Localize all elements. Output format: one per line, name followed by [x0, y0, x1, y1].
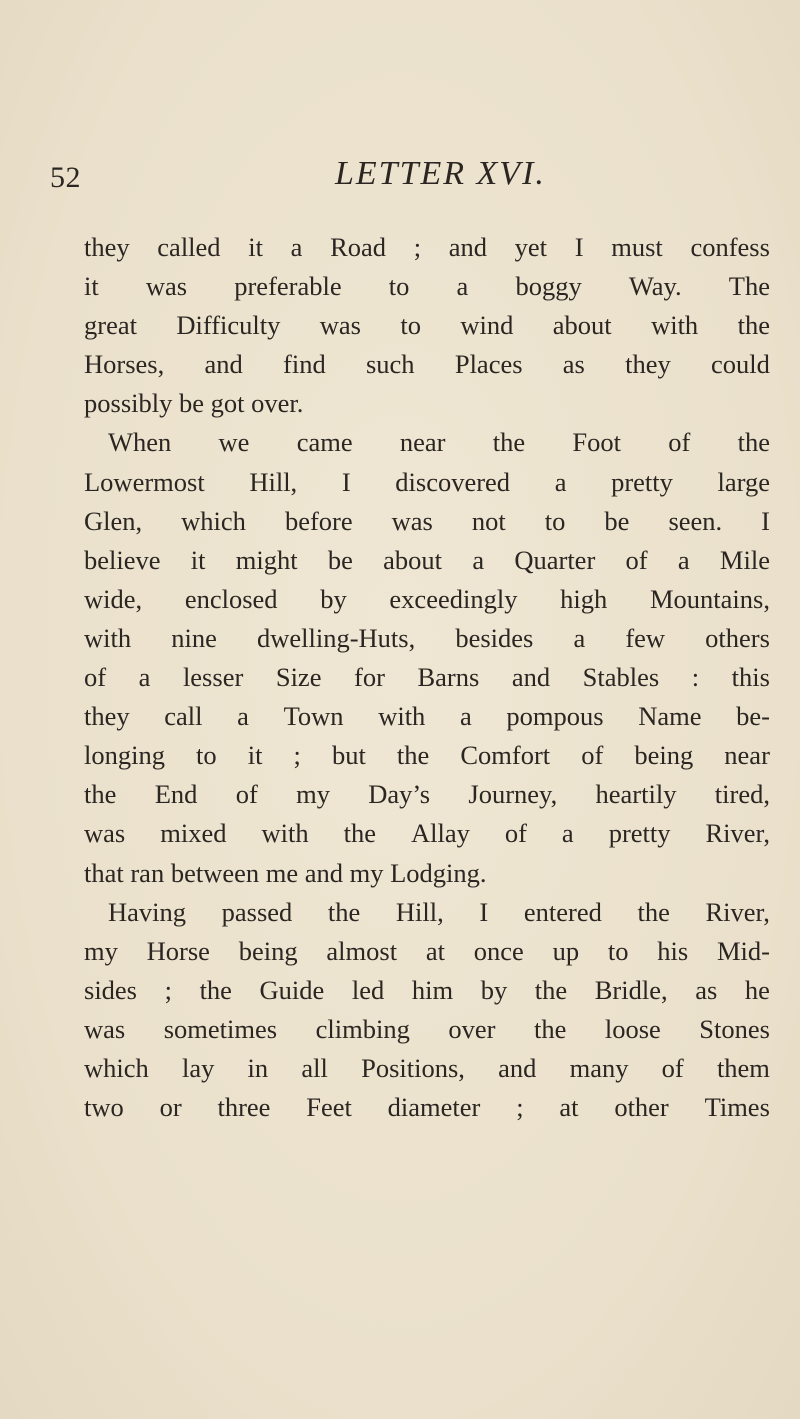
word: my	[84, 935, 118, 966]
word: such	[365, 349, 415, 380]
word: as	[562, 349, 585, 380]
word: other	[614, 1092, 669, 1123]
word: call	[164, 701, 203, 732]
word: Quarter	[514, 544, 596, 575]
running-title: LETTER XVI.	[335, 155, 546, 192]
word: seen.	[668, 505, 723, 536]
word: Hill,	[395, 896, 444, 927]
word: the	[84, 779, 117, 810]
word: to	[400, 310, 422, 341]
word: Places	[454, 349, 523, 380]
word: River,	[705, 896, 770, 927]
word: heartily	[595, 779, 677, 810]
word: Horse	[146, 935, 210, 966]
word: they	[84, 232, 130, 262]
word: three	[217, 1092, 271, 1123]
word: the	[492, 427, 526, 458]
word: with	[261, 818, 309, 849]
word: be	[604, 505, 630, 536]
word: high	[560, 583, 608, 614]
word: dwelling-Huts,	[256, 622, 416, 653]
word: was	[391, 505, 433, 536]
word: a	[677, 544, 690, 575]
word: as	[695, 974, 718, 1005]
word: called	[157, 232, 221, 262]
word: large	[717, 466, 770, 497]
word: Town	[283, 701, 344, 732]
word: the	[327, 896, 361, 927]
word: was	[145, 271, 188, 302]
word: for	[354, 662, 385, 693]
word: the	[737, 310, 770, 341]
word: and	[204, 349, 243, 380]
word: we	[218, 427, 250, 458]
word: Stones	[699, 1013, 770, 1044]
word: I	[479, 896, 489, 927]
word: enclosed	[184, 583, 278, 614]
word: yet	[514, 232, 548, 262]
word: longing	[84, 740, 165, 771]
word: which	[181, 505, 246, 536]
word: Stables	[582, 662, 660, 693]
word: others	[705, 622, 770, 653]
text-line	[84, 502, 770, 541]
word: or	[159, 1092, 182, 1123]
word: but	[331, 740, 366, 771]
word: them	[716, 1052, 770, 1083]
word: Size	[275, 662, 322, 693]
text-line	[84, 1010, 770, 1049]
word: loose	[604, 1013, 661, 1044]
word: and	[511, 662, 551, 693]
word: ;	[413, 232, 422, 262]
word: to	[607, 935, 629, 966]
word: Lowermost	[84, 466, 205, 497]
word: of	[84, 662, 107, 693]
word: a	[561, 818, 574, 849]
word: a	[554, 466, 567, 497]
word: which	[84, 1052, 149, 1083]
word: the	[396, 740, 430, 771]
word: nine	[171, 622, 217, 653]
word: lesser	[182, 662, 244, 693]
word: pretty	[608, 818, 671, 849]
text-line	[84, 736, 770, 775]
word: they	[625, 349, 671, 380]
word: a	[138, 662, 151, 693]
word: must	[611, 232, 663, 262]
text-line	[84, 463, 770, 502]
word: it	[248, 232, 263, 262]
word: Having	[108, 896, 187, 927]
word: the	[737, 427, 770, 458]
word: could	[711, 349, 770, 380]
text-line: that ran between me and my Lodging.	[84, 857, 487, 888]
word: was	[84, 1013, 126, 1044]
word: I	[574, 232, 584, 262]
word: over	[448, 1013, 496, 1044]
word: be	[327, 544, 353, 575]
word: Hill,	[249, 466, 298, 497]
word: this	[731, 662, 770, 693]
word: came	[296, 427, 353, 458]
word: at	[559, 1092, 579, 1123]
word: at	[425, 935, 445, 966]
word: with	[84, 622, 132, 653]
word: in	[247, 1052, 269, 1083]
word: lay	[181, 1052, 215, 1083]
word: the	[534, 974, 568, 1005]
word: being	[238, 935, 298, 966]
word: they	[84, 701, 130, 732]
word: a	[237, 701, 249, 732]
word: mixed	[160, 818, 227, 849]
word: Name	[638, 701, 702, 732]
word: to	[196, 740, 217, 771]
word: near	[399, 427, 446, 458]
word: Way.	[628, 271, 682, 302]
word: pretty	[611, 466, 673, 497]
word: the	[637, 896, 670, 927]
word: was	[84, 818, 126, 849]
word: I	[341, 466, 351, 497]
word: it	[247, 740, 263, 771]
word: believe	[84, 544, 161, 575]
word: once	[473, 935, 524, 966]
word: a	[456, 271, 469, 302]
word: before	[284, 505, 353, 536]
text-line	[84, 619, 770, 658]
word: him	[411, 974, 454, 1005]
word: being	[634, 740, 694, 771]
word: Difficulty	[176, 310, 281, 341]
word: he	[744, 974, 770, 1005]
word: The	[728, 271, 770, 302]
text-line	[84, 971, 770, 1010]
word: near	[724, 740, 770, 771]
word: all	[301, 1052, 328, 1083]
word: Feet	[306, 1092, 352, 1123]
text-line	[84, 306, 770, 345]
word: preferable	[234, 271, 342, 302]
word: besides	[455, 622, 534, 653]
word: boggy	[515, 271, 582, 302]
word: a	[290, 232, 303, 262]
word: of	[581, 740, 604, 771]
word: Journey,	[468, 779, 558, 810]
word: tired,	[714, 779, 770, 810]
text-line	[84, 228, 770, 267]
word: Comfort	[460, 740, 551, 771]
word: diameter	[387, 1092, 481, 1123]
word: a	[459, 701, 472, 732]
word: Times	[704, 1092, 770, 1123]
text-line	[84, 267, 770, 306]
text-line	[84, 423, 770, 462]
text-line	[84, 541, 770, 580]
running-head	[0, 155, 800, 205]
word: a	[472, 544, 485, 575]
word: of	[504, 818, 527, 849]
word: Day’s	[368, 779, 431, 810]
word: Glen,	[84, 505, 143, 536]
word: ;	[516, 1092, 524, 1123]
word: a	[573, 622, 586, 653]
word: Bridle,	[594, 974, 668, 1005]
word: many	[569, 1052, 629, 1083]
word: of	[235, 779, 258, 810]
word: not	[471, 505, 506, 536]
word: it	[190, 544, 206, 575]
word: and	[448, 232, 487, 262]
word: When	[108, 427, 172, 458]
word: was	[319, 310, 361, 341]
word: :	[691, 662, 700, 693]
page-number: 52	[50, 161, 81, 194]
text-line	[84, 580, 770, 619]
word: it	[84, 271, 99, 302]
word: Foot	[572, 427, 622, 458]
body-text	[84, 228, 770, 1127]
word: Barns	[417, 662, 480, 693]
word: Road	[330, 232, 387, 262]
word: the	[343, 818, 376, 849]
word: of	[668, 427, 691, 458]
word: entered	[523, 896, 602, 927]
word: might	[235, 544, 298, 575]
word: confess	[690, 232, 770, 262]
word: of	[661, 1052, 684, 1083]
text-line	[84, 1088, 770, 1127]
word: Mountains,	[649, 583, 770, 614]
word: passed	[221, 896, 293, 927]
text-line	[84, 775, 770, 814]
word: find	[283, 349, 326, 380]
word: few	[625, 622, 666, 653]
word: the	[533, 1013, 567, 1044]
word: sometimes	[163, 1013, 278, 1044]
text-line	[84, 345, 770, 384]
word: Mid-	[716, 935, 770, 966]
word: Mile	[719, 544, 770, 575]
word: led	[351, 974, 385, 1005]
word: End	[154, 779, 198, 810]
word: sides	[84, 974, 137, 1005]
text-line	[84, 697, 770, 736]
word: River,	[705, 818, 770, 849]
text-line	[84, 658, 770, 697]
word: with	[651, 310, 699, 341]
word: about	[552, 310, 612, 341]
word: wind	[460, 310, 514, 341]
word: almost	[326, 935, 398, 966]
word: by	[480, 974, 508, 1005]
word: two	[84, 1092, 124, 1123]
word: pompous	[506, 701, 604, 732]
word: wide,	[84, 583, 143, 614]
word: climbing	[315, 1013, 410, 1044]
word: great	[84, 310, 137, 341]
word: be-	[736, 701, 770, 732]
text-line	[84, 893, 770, 932]
word: ;	[164, 974, 172, 1005]
word: and	[498, 1052, 537, 1083]
word: Positions,	[361, 1052, 465, 1083]
word: Guide	[259, 974, 325, 1005]
word: his	[657, 935, 689, 966]
word: about	[383, 544, 443, 575]
word: Horses,	[84, 349, 165, 380]
text-line	[84, 1049, 770, 1088]
word: I	[761, 505, 770, 536]
text-line: possibly be got over.	[84, 388, 304, 419]
text-line	[84, 814, 770, 853]
word: discovered	[395, 466, 511, 497]
word: to	[388, 271, 410, 302]
word: up	[552, 935, 580, 966]
word: by	[320, 583, 347, 614]
word: to	[544, 505, 566, 536]
word: ;	[293, 740, 301, 771]
word: my	[296, 779, 330, 810]
word: the	[199, 974, 232, 1005]
word: of	[625, 544, 648, 575]
word: exceedingly	[389, 583, 518, 614]
text-line	[84, 932, 770, 971]
word: with	[378, 701, 426, 732]
word: Allay	[410, 818, 470, 849]
